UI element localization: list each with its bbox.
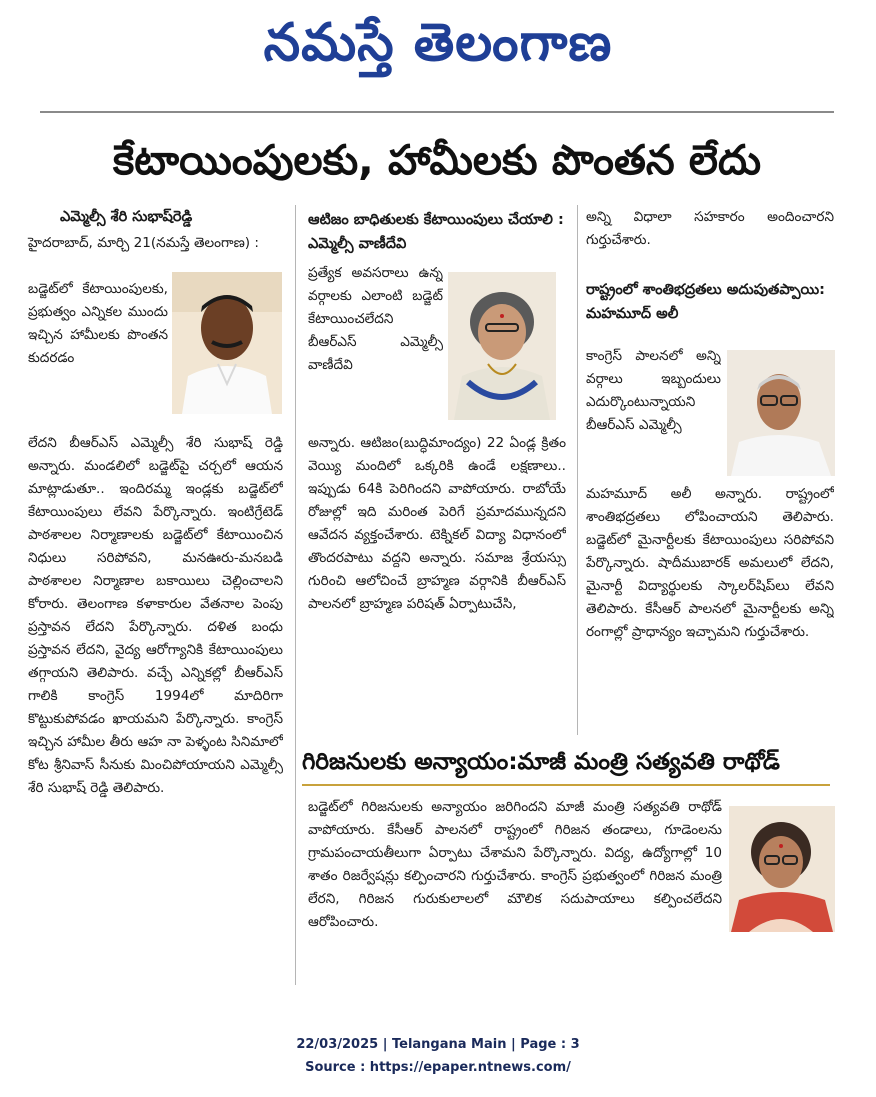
masthead-divider [40,111,834,113]
right-article-body-top: కాంగ్రెస్ పాలనలో అన్ని వర్గాలు ఇబ్బందులు ఎదుర్కొంటున్నాయని బీఆర్‌ఎస్ ఎమ్మెల్సీ [586,348,721,433]
mahmood-ali-photo [727,350,835,476]
bottom-article-title: గిరిజనులకు అన్యాయం:మాజీ మంత్రి సత్యవతి రాథోడ్ [302,749,780,775]
column-divider-left [295,205,296,985]
vani-devi-photo [448,272,556,420]
left-article-dateline: హైదరాబాద్, మార్చి 21(నమస్తే తెలంగాణ) : [28,235,260,251]
middle-article-title: ఆటిజం బాధితులకు కేటాయింపులు చేయాలి : ఎమ్మెల్సీ వాణీదేవి [308,212,564,252]
column-divider-right [577,205,578,735]
footer-source-link[interactable]: Source : https://epaper.ntnews.com/ [305,1060,571,1075]
right-article-body: మహమూద్ అలీ అన్నారు. రాష్ట్రంలో శాంతిభద్రతలు లోపించాయని తెలిపారు. బడ్జెట్‌లో మైనార్టీలకు కేటాయింపులు సరిపోవని పేర్కొన్నారు. షాదీముబారక్ అమలులో లేదని, మైనార్టీ విద్యార్థులకు స్కాలర్‌షిప్‌లు లేవని తెలిపారు. కేసీఆర్ పాలనలో మైనార్టీలకు అన్ని రంగాల్లో ప్రాధాన్యం ఇచ్చామని గుర్తుచేశారు. [586,486,834,640]
right-article-continuation: అన్ని విధాలా సహకారం అందించారని గుర్తుచేశారు. [586,209,834,248]
masthead-logo: నమస్తే తెలంగాణ [263,12,613,73]
right-article-title: రాష్ట్రంలో శాంతిభద్రతలు అదుపుతప్పాయి: మహమూద్ అలీ [586,282,825,322]
page-headline: కేటాయింపులకు, హామీలకు పొంతన లేదు [112,136,762,184]
middle-article-body-top: ప్రత్యేక అవసరాలు ఉన్న వర్గాలకు ఎలాంటి బడ్జెట్ కేటాయించలేదని బీఆర్‌ఎస్ ఎమ్మెల్సీ వాణీదేవి [308,265,443,373]
footer-date-edition-page: 22/03/2025 | Telangana Main | Page : 3 [296,1037,580,1052]
satyavathi-rathod-photo [729,806,835,932]
bottom-article-body: బడ్జెట్‌లో గిరిజనులకు అన్యాయం జరిగిందని మాజీ మంత్రి సత్యవతి రాథోడ్ వాపోయారు. కేసీఆర్ పాలనలో రాష్ట్రంలో గిరిజన తండాలు, గూడెంలను గ్రామపంచాయతీలుగా ఏర్పాటు చేశామని పేర్కొన్నారు. విద్య, ఉద్యోగాల్లో 10 శాతం రిజర్వేషన్లు కల్పించారని గుర్తుచేశారు. కాంగ్రెస్ ప్రభుత్వంలో గిరిజన మంత్రి లేరని, గిరిజన గురుకులాలలో మౌలిక సదుపాయాలు కల్పించలేదని ఆరోపించారు. [308,799,722,930]
bottom-article-title-rule [302,784,830,786]
sheri-subhash-reddy-photo [172,272,282,414]
middle-article-body: అన్నారు. ఆటిజం(బుద్ధిమాంద్యం) 22 ఏండ్ల క్రితం వెయ్యి మందిలో ఒక్కరికి ఉండే లక్షణాలు.. ఇప్పుడు 64కి పెరిగిందని వాపోయారు. రాబోయే రోజుల్లో ఇది మరింత పెరిగే ప్రమాదమున్నదని ఆవేదన వ్యక్తంచేశారు. టెక్నికల్ విద్యా విధానంలో తొందరపాటు వద్దని అన్నారు. సమాజ శ్రేయస్సు గురించి ఆలోచించే బ్రాహ్మణ వర్గానికి బీఆర్‌ఎస్ పాలనలో బ్రాహ్మణ పరిషత్ ఏర్పాటుచేసి, [308,435,566,612]
left-article-body-top: బడ్జెట్‌లో కేటాయింపులకు, ప్రభుత్వం ఎన్నికల ముందు ఇచ్చిన హామీలకు పొంతన కుదరడం [28,281,168,366]
left-article-byline: ఎమ్మెల్సీ శేరి సుభాష్‌రెడ్డి [60,209,193,225]
left-article-body: లేదని బీఆర్‌ఎస్ ఎమ్మెల్సీ శేరి సుభాష్ రెడ్డి అన్నారు. మండలిలో బడ్జెట్‌పై చర్చలో ఆయన మాట్లాడుతూ.. ఇందిరమ్మ ఇండ్లకు బడ్జెట్‌లో కేటాయింపులు లేవని పేర్కొన్నారు. ఇంటిగ్రేటెడ్ పాఠశాలల నిర్మాణాలకు బడ్జెట్‌లో కేటాయించిన నిధులు సరిపోవని, మనఊరు-మనబడి పాఠశాలల నిర్మాణాల బకాయిలు చెల్లించాలని కోరారు. తెలంగాణ కళాకారుల వేతనాల పెంపు ప్రస్తావన లేదని పేర్కొన్నారు. దళిత బంధు ప్రస్తావన లేదని, వైద్య ఆరోగ్యానికి కేటాయింపులు తగ్గాయని తెలిపారు. వచ్చే ఎన్నికల్లో బీఆర్‌ఎస్ గాలికి కాంగ్రెస్ 1994లో మాదిరిగా కొట్టుకుపోవడం ఖాయమని పేర్కొన్నారు. కాంగ్రెస్ ఇచ్చిన హామీల తీరు ఆహ నా పెళ్ళంట సినిమాలో కోట శ్రీనివాస్ సీనుకు మించిపోయాయని ఎమ్మెల్సీ శేరి సుభాష్ రెడ్డి తెలిపారు. [28,435,283,796]
